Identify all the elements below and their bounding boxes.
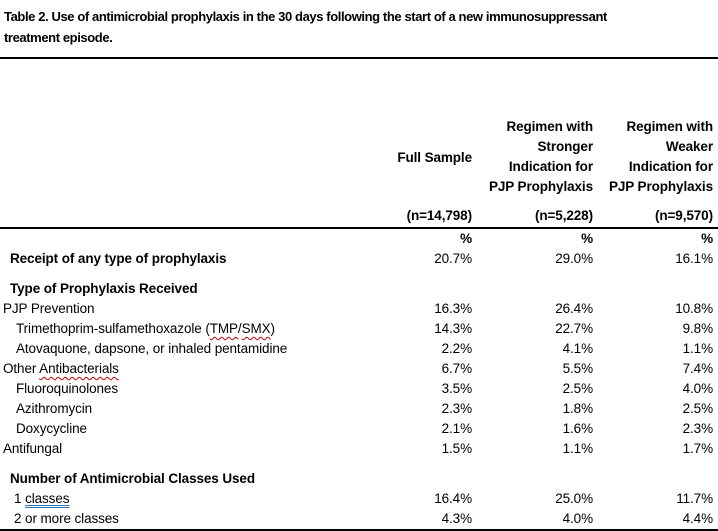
header-line: PJP Prophylaxis bbox=[488, 179, 593, 194]
table-row bbox=[0, 509, 718, 530]
header-line: Indication for bbox=[628, 159, 713, 174]
value-cell: 4.1% bbox=[562, 341, 593, 356]
spell-check-underline: SMX bbox=[241, 321, 271, 336]
value-cell: 1.1% bbox=[682, 341, 713, 356]
value-cell: 5.5% bbox=[562, 361, 593, 376]
row-label bbox=[0, 299, 360, 319]
label-text: Doxycycline bbox=[16, 421, 87, 436]
n-cell-full-sample: (n=14,798) bbox=[360, 197, 472, 228]
unit-cell: % bbox=[460, 231, 472, 246]
data-table bbox=[0, 57, 718, 531]
table-row bbox=[0, 489, 718, 509]
spacer-row bbox=[0, 459, 718, 469]
spacer-cell bbox=[0, 459, 718, 469]
table-caption bbox=[0, 0, 718, 57]
label-text: Azithromycin bbox=[16, 401, 93, 416]
value-cell: 1.6% bbox=[562, 421, 593, 436]
header-line: Stronger bbox=[537, 139, 593, 154]
value-cell bbox=[593, 469, 718, 489]
label-text: Antifungal bbox=[3, 441, 63, 456]
value-cell: 4.0% bbox=[562, 511, 593, 526]
value-cell: 1.5% bbox=[441, 441, 472, 456]
label-text: / bbox=[237, 321, 242, 336]
table-caption-line-1: Table 2. Use of antimicrobial prophylaxis in the 30 days following the start of a new immunosuppressant bbox=[4, 9, 607, 24]
value-cell bbox=[593, 279, 718, 299]
row-label bbox=[0, 489, 360, 509]
value-cell: 26.4% bbox=[555, 301, 593, 316]
header-line: Regimen with bbox=[626, 119, 713, 134]
value-cell: 2.3% bbox=[682, 421, 713, 436]
spacer-row bbox=[0, 269, 718, 279]
table-row bbox=[0, 379, 718, 399]
spell-check-underline: Antibacterials bbox=[39, 361, 119, 376]
table-row bbox=[0, 469, 718, 489]
row-label bbox=[0, 399, 360, 419]
value-cell: 9.8% bbox=[682, 321, 713, 336]
row-label bbox=[0, 379, 360, 399]
value-cell: 11.7% bbox=[676, 491, 713, 506]
header-line: Indication for bbox=[508, 159, 593, 174]
row-label bbox=[0, 249, 360, 269]
label-text: 2 or more classes bbox=[14, 511, 119, 526]
table-row bbox=[0, 339, 718, 359]
label-text: ) bbox=[270, 321, 275, 336]
spacer-cell bbox=[0, 269, 718, 279]
table-caption-line-2: treatment episode. bbox=[4, 30, 113, 45]
label-text: Fluoroquinolones bbox=[16, 381, 118, 396]
n-cell-stronger-indication: (n=5,228) bbox=[472, 197, 593, 228]
value-cell: 3.5% bbox=[441, 381, 472, 396]
value-cell: 6.7% bbox=[441, 361, 472, 376]
row-label bbox=[0, 279, 360, 299]
value-cell: 25.0% bbox=[555, 491, 593, 506]
header-cell-stronger-indication bbox=[472, 58, 593, 197]
value-cell bbox=[472, 469, 593, 489]
label-text: 1 bbox=[14, 491, 26, 506]
row-label bbox=[0, 339, 360, 359]
table-header bbox=[0, 58, 718, 228]
table-body bbox=[0, 228, 718, 530]
unit-empty-cell bbox=[0, 228, 360, 249]
label-text: PJP Prevention bbox=[3, 301, 95, 316]
table-row bbox=[0, 419, 718, 439]
value-cell: 2.2% bbox=[441, 341, 472, 356]
table-row bbox=[0, 279, 718, 299]
n-cell-weaker-indication: (n=9,570) bbox=[593, 197, 718, 228]
value-cell: 7.4% bbox=[682, 361, 713, 376]
value-cell: 4.3% bbox=[441, 511, 472, 526]
value-cell: 2.1% bbox=[441, 421, 472, 436]
table-row bbox=[0, 359, 718, 379]
value-cell bbox=[360, 469, 472, 489]
value-cell: 2.5% bbox=[682, 401, 713, 416]
sample-size-row bbox=[0, 197, 718, 228]
header-line: Regimen with bbox=[506, 119, 593, 134]
row-label bbox=[0, 419, 360, 439]
value-cell: 16.4% bbox=[434, 491, 472, 506]
unit-row bbox=[0, 228, 718, 249]
table-row bbox=[0, 249, 718, 269]
value-cell: 14.3% bbox=[434, 321, 472, 336]
header-row bbox=[0, 58, 718, 197]
header-cell-weaker-indication bbox=[593, 58, 718, 197]
table-row bbox=[0, 399, 718, 419]
value-cell: 1.1% bbox=[562, 441, 593, 456]
spell-check-underline: TMP bbox=[209, 321, 238, 336]
row-label bbox=[0, 439, 360, 459]
value-cell: 16.1% bbox=[675, 251, 713, 266]
n-cell-empty bbox=[0, 197, 360, 228]
header-line: Weaker bbox=[665, 139, 713, 154]
value-cell: 4.4% bbox=[682, 511, 713, 526]
row-label bbox=[0, 359, 360, 379]
value-cell: 10.8% bbox=[675, 301, 713, 316]
value-cell: 4.0% bbox=[682, 381, 713, 396]
value-cell: 1.8% bbox=[562, 401, 593, 416]
table-row bbox=[0, 299, 718, 319]
header-cell-empty bbox=[0, 58, 360, 197]
row-label bbox=[0, 469, 360, 489]
unit-cell: % bbox=[581, 231, 593, 246]
value-cell: 16.3% bbox=[434, 301, 472, 316]
label-text: Trimethoprim-sulfamethoxazole ( bbox=[16, 321, 210, 336]
value-cell: 1.7% bbox=[682, 441, 713, 456]
value-cell: 2.5% bbox=[562, 381, 593, 396]
table-row bbox=[0, 439, 718, 459]
label-text: Other bbox=[3, 361, 40, 376]
row-label bbox=[0, 509, 360, 530]
value-cell: 2.3% bbox=[441, 401, 472, 416]
label-text: Atovaquone, dapsone, or inhaled pentamidine bbox=[16, 341, 288, 356]
row-label bbox=[0, 319, 360, 339]
label-text: Type of Prophylaxis Received bbox=[10, 281, 198, 296]
label-text: Receipt of any type of prophylaxis bbox=[10, 251, 227, 266]
unit-cell: % bbox=[701, 231, 713, 246]
table-row bbox=[0, 319, 718, 339]
header-line: PJP Prophylaxis bbox=[608, 179, 713, 194]
grammar-check-underline: classes bbox=[25, 491, 70, 506]
header-line: Full Sample bbox=[397, 150, 472, 165]
value-cell: 20.7% bbox=[434, 251, 472, 266]
value-cell bbox=[472, 279, 593, 299]
value-cell: 29.0% bbox=[555, 251, 593, 266]
value-cell bbox=[360, 279, 472, 299]
header-cell-full-sample bbox=[360, 58, 472, 197]
value-cell: 22.7% bbox=[555, 321, 593, 336]
label-text: Number of Antimicrobial Classes Used bbox=[10, 471, 255, 486]
